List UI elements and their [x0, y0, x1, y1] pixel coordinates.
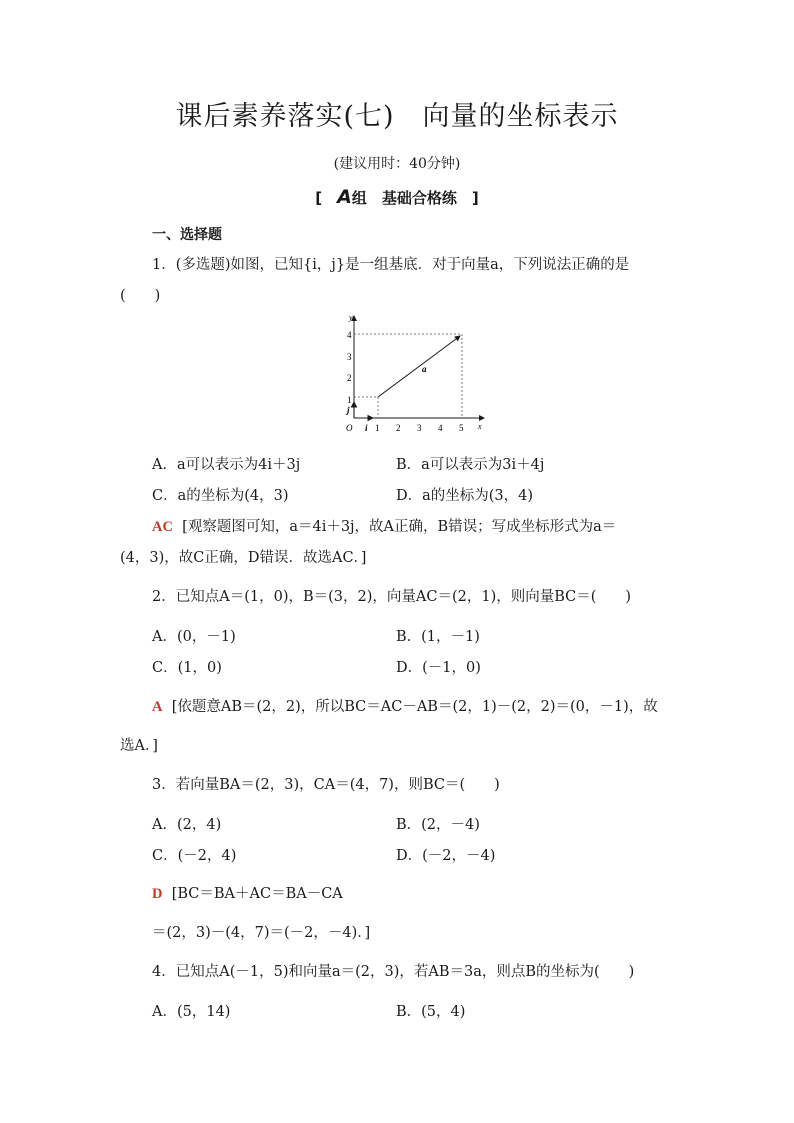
- x-tick-1: 1: [375, 423, 380, 433]
- q2-explain-line1: [依题意AB＝(2，2)，所以BC＝AC－AB＝(2，1)－(2，2)＝(0，－1)，故: [171, 699, 658, 715]
- q1-option-a[interactable]: A．a可以表示为4i＋3j: [152, 457, 301, 473]
- q1-answer: AC: [152, 519, 173, 535]
- group-label: 组 基础合格练: [351, 189, 457, 207]
- origin-label: O: [346, 423, 353, 433]
- q2-number: 2．: [152, 589, 176, 605]
- x-tick-2: 2: [396, 423, 401, 433]
- unit-i-label: i: [365, 423, 368, 433]
- y-tick-2: 2: [347, 373, 352, 383]
- q4-option-b[interactable]: B．(5，4): [396, 1004, 466, 1020]
- q2-option-a[interactable]: A．(0，－1): [152, 629, 236, 645]
- x-tick-4: 4: [438, 423, 443, 433]
- section-heading: 一、选择题: [152, 227, 222, 243]
- x-tick-5: 5: [459, 423, 464, 433]
- q1-option-c[interactable]: C．a的坐标为(4，3): [152, 488, 289, 504]
- q3-number: 3．: [152, 777, 176, 793]
- q3-option-b[interactable]: B．(2，－4): [396, 817, 480, 833]
- y-tick-4: 4: [347, 330, 352, 340]
- q2-option-b[interactable]: B．(1，－1): [396, 629, 480, 645]
- bracket-right: ]: [456, 189, 479, 207]
- q4-text: 已知点A(－1，5)和向量a＝(2，3)，若AB＝3a，则点B的坐标为( ): [175, 964, 635, 980]
- unit-j-label: j: [347, 405, 350, 415]
- q2-stem: [152, 585, 631, 606]
- q4-stem: [152, 960, 634, 981]
- y-axis-label: y: [349, 313, 353, 322]
- q1-paren: ( ): [120, 288, 161, 304]
- q1-option-b[interactable]: B．a可以表示为3i＋4j: [396, 457, 545, 473]
- q2-answer: A: [152, 699, 163, 715]
- q4-number: 4．: [152, 964, 176, 980]
- q2-text: 已知点A＝(1，0)，B＝(3，2)，向量AC＝(2，1)，则向量BC＝( ): [175, 589, 632, 605]
- y-tick-3: 3: [347, 352, 352, 362]
- q2-option-d[interactable]: D．(－1，0): [396, 660, 481, 676]
- q3-option-d[interactable]: D．(－2，－4): [396, 848, 496, 864]
- q3-explain-line1: [BC＝BA＋AC＝BA－CA: [171, 886, 343, 902]
- group-badge: A: [337, 186, 352, 208]
- y-tick-1: 1: [347, 395, 352, 405]
- vector-a: [378, 336, 460, 397]
- q3-explanation: [152, 882, 343, 903]
- q1-number: 1．: [152, 257, 176, 273]
- q2-option-c[interactable]: C．(1，0): [152, 660, 222, 676]
- q1-stem: [152, 253, 629, 274]
- q3-answer: D: [152, 886, 163, 902]
- page-title: 课后素养落实(七) 向量的坐标表示: [175, 101, 619, 132]
- q3-option-a[interactable]: A．(2，4): [152, 817, 222, 833]
- q3-text: 若向量BA＝(2，3)，CA＝(4，7)，则BC＝( ): [175, 777, 500, 793]
- q1-option-d[interactable]: D．a的坐标为(3，4): [396, 488, 534, 504]
- q2-explanation: [152, 695, 658, 716]
- q3-explain-line2: ＝(2，3)－(4，7)＝(－2，－4)．]: [152, 925, 371, 941]
- q3-stem: [152, 773, 500, 794]
- x-tick-3: 3: [417, 423, 422, 433]
- q1-explain-line2: (4，3)，故C正确，D错误．故选AC．]: [120, 550, 367, 566]
- q1-text: (多选题)如图，已知{i，j}是一组基底．对于向量a，下列说法正确的是: [175, 257, 630, 273]
- bracket-left: [: [315, 189, 338, 207]
- q2-explain-line2: 选A．]: [120, 738, 158, 754]
- q1-figure: [336, 310, 496, 442]
- q1-explanation: [152, 515, 616, 536]
- q4-option-a[interactable]: A．(5，14): [152, 1004, 231, 1020]
- vector-a-label: a: [422, 364, 427, 374]
- x-axis-label: x: [478, 422, 482, 431]
- q3-option-c[interactable]: C．(－2，4): [152, 848, 237, 864]
- q1-explain-line1: [观察题图可知，a＝4i＋3j，故A正确，B错误；写成坐标形式为a＝: [182, 519, 617, 535]
- time-hint: (建议用时：40分钟): [333, 156, 461, 172]
- group-heading: [0, 186, 794, 208]
